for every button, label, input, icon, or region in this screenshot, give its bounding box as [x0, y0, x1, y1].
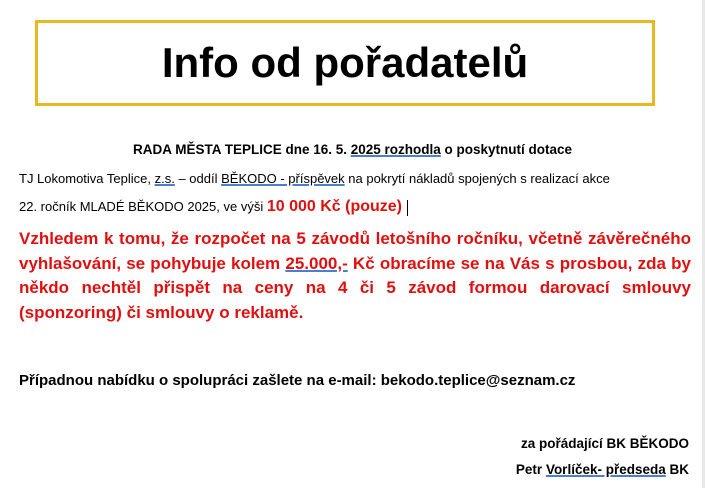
- subsidy-paragraph-line1: [19, 171, 610, 186]
- sponsorship-appeal: [19, 227, 691, 325]
- sig-part-c: BK: [665, 462, 689, 477]
- p1-part-d: BĚKODO - příspěvek: [221, 171, 345, 186]
- subsidy-amount: 10 000 Kč (pouze): [266, 198, 402, 215]
- p1-part-b: z.s.: [154, 171, 175, 186]
- p1-part-c: – oddíl: [174, 171, 222, 186]
- sig-part-b: Vorlíček- předseda: [545, 462, 666, 477]
- heading-part-a: RADA MĚSTA TEPLICE dne 16. 5.: [132, 142, 351, 157]
- heading-part-b: 2025 rozhodla: [350, 142, 441, 157]
- council-decision-heading: [0, 142, 705, 157]
- text-cursor: [407, 200, 408, 216]
- sig-part-a: Petr: [515, 462, 546, 477]
- signature-name: [516, 462, 689, 477]
- subsidy-paragraph-line2: [19, 198, 408, 216]
- appeal-part-c: Kč obracíme se na Vás s prosbou, zda by někdo nechtěl přispět na ceny na 4 či 5 závod formou darovací smlouvy (sponzoring) či smlouvy o reklamě.: [19, 253, 691, 322]
- signature-organizer: za pořádající BK BĚKODO: [520, 436, 689, 451]
- appeal-part-a: Vzhledem k tomu, že rozpočet na 5 závodů letošního ročníku, včetně závěrečného vyhlašování, se pohybuje kolem: [19, 229, 691, 273]
- p1-part-e: na pokrytí nákladů spojených s realizací akce: [344, 171, 610, 186]
- page-title: Info od pořadatelů: [161, 39, 529, 86]
- title-box: [35, 20, 655, 106]
- heading-part-c: o poskytnutí dotace: [440, 142, 573, 157]
- p1-part-a: TJ Lokomotiva Teplice,: [19, 171, 155, 186]
- contact-line: Případnou nabídku o spolupráci zašlete na e-mail: bekodo.teplice@seznam.cz: [19, 372, 576, 389]
- appeal-budget: 25.000,-: [285, 253, 348, 273]
- p2-part-a: 22. ročník MLADÉ BĚKODO 2025, ve výši: [19, 199, 267, 214]
